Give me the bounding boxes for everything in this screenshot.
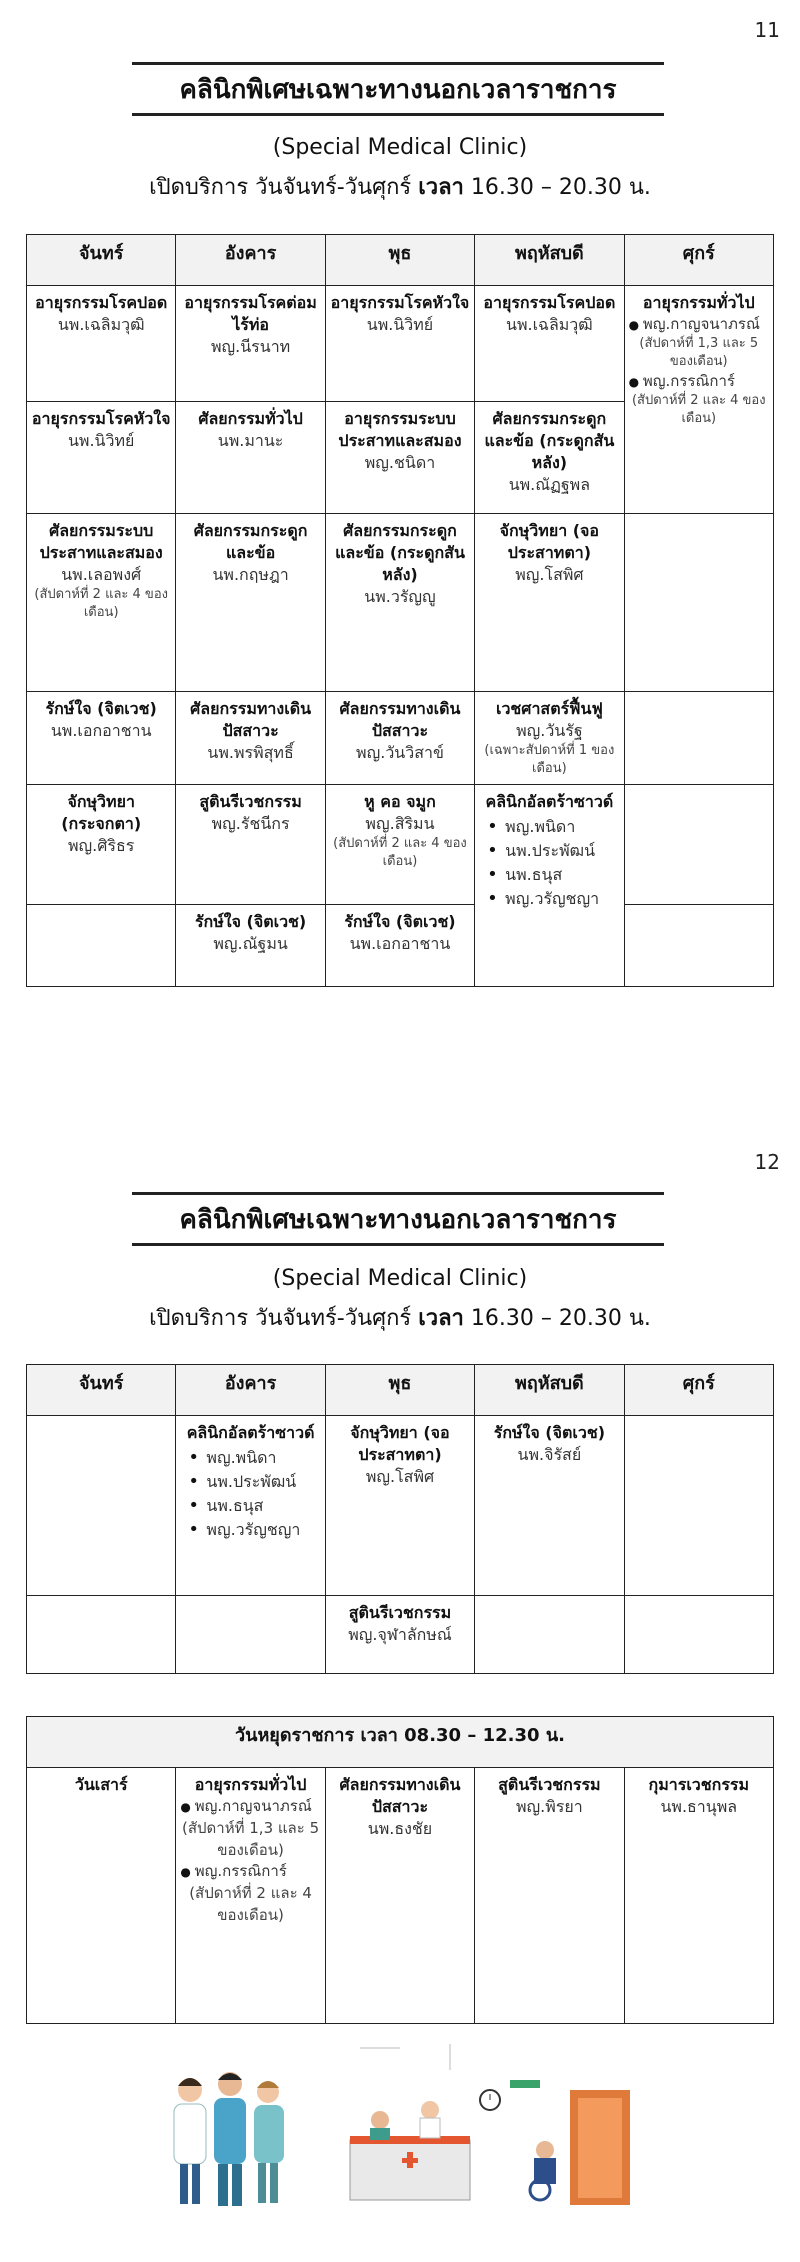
schedule-note: (สัปดาห์ที่ 2 และ 4 ของเดือน)	[189, 1884, 312, 1924]
day-header-row	[27, 235, 774, 286]
clinic-name: หู คอ จมูก	[364, 792, 436, 811]
day-header-row	[27, 1365, 774, 1416]
doctor-name: พญ.โสพิศ	[515, 565, 584, 584]
clinic-cell	[325, 1596, 474, 1674]
service-hours	[0, 1304, 800, 1334]
doctor-name: พญ.นีรนาท	[210, 337, 291, 356]
list-item: • พญ.วรัญชญา	[180, 1518, 320, 1542]
clinic-cell	[27, 402, 176, 514]
page-title: คลินิกพิเศษเฉพาะทางนอกเวลาราชการ	[132, 62, 664, 116]
schedule-note: (เฉพาะสัปดาห์ที่ 1 ของเดือน)	[484, 743, 615, 776]
table-row	[27, 1768, 774, 2024]
empty-cell	[624, 692, 773, 785]
table-row	[27, 692, 774, 785]
clinic-cell	[325, 402, 474, 514]
schedule-table	[26, 234, 774, 987]
schedule-table	[26, 1364, 774, 1674]
clinic-name: อายุรกรรมระบบประสาทและสมอง	[338, 409, 462, 450]
clinic-name: ศัลยกรรมระบบประสาทและสมอง	[39, 521, 163, 562]
clinic-name: ศัลยกรรมทางเดินปัสสาวะ	[339, 1775, 461, 1816]
empty-cell	[27, 905, 176, 987]
doctor-name: นพ.เลอพงศ์	[61, 565, 142, 584]
clinic-cell	[475, 692, 624, 785]
clinic-cell	[27, 692, 176, 785]
table-row	[27, 785, 774, 905]
clinic-cell	[475, 1768, 624, 2024]
holiday-schedule-table	[26, 1716, 774, 2024]
doctor-name: ● พญ.กรรณิการ์	[180, 1861, 320, 1882]
clinic-cell	[624, 286, 773, 514]
clinic-name: ศัลยกรรมกระดูกและข้อ (กระดูกสันหลัง)	[335, 521, 465, 584]
schedule-note: (สัปดาห์ที่ 2 และ 4 ของเดือน)	[34, 587, 168, 620]
hours-label: เวลา	[418, 175, 464, 200]
doctor-name: ● พญ.กาญจนาภรณ์	[629, 314, 769, 335]
hours-label: เวลา	[418, 1306, 464, 1331]
doctor-list	[479, 815, 619, 911]
list-item: • นพ.ธนุส	[180, 1494, 320, 1518]
day-tue: อังคาร	[176, 235, 325, 286]
table-row	[27, 1416, 774, 1596]
clinic-cell	[624, 1768, 773, 2024]
page-number: 12	[754, 1150, 780, 1174]
day-thu: พฤหัสบดี	[475, 1365, 624, 1416]
clinic-cell	[475, 1416, 624, 1596]
list-item: • นพ.ธนุส	[479, 863, 619, 887]
schedule-note: (สัปดาห์ที่ 2 และ 4 ของเดือน)	[631, 393, 766, 426]
holiday-header: วันหยุดราชการ เวลา 08.30 – 12.30 น.	[27, 1717, 774, 1768]
clinic-name: ศัลยกรรมทางเดินปัสสาวะ	[190, 699, 312, 740]
doctor-name: พญ.รัชนีกร	[211, 814, 290, 833]
clinic-cell	[176, 514, 325, 692]
clinic-cell	[325, 1416, 474, 1596]
hours-value: 16.30 – 20.30 น.	[470, 1306, 651, 1331]
hours-prefix: เปิดบริการ วันจันทร์-วันศุกร์	[149, 175, 412, 200]
clinic-cell	[176, 402, 325, 514]
clinic-name: อายุรกรรมทั่วไป	[194, 1775, 307, 1794]
hospital-reception-illustration	[340, 2040, 640, 2210]
clinic-name: คลินิกอัลตร้าซาวด์	[485, 792, 614, 811]
clinic-name: กุมารเวชกรรม	[648, 1775, 750, 1794]
clinic-cell	[475, 514, 624, 692]
empty-cell	[27, 1596, 176, 1674]
day-wed: พุธ	[325, 1365, 474, 1416]
clinic-cell	[27, 286, 176, 402]
clinic-name: อายุรกรรมโรคหัวใจ	[31, 409, 171, 428]
table-row	[27, 286, 774, 402]
clinic-cell	[325, 514, 474, 692]
doctor-name: พญ.พิรยา	[515, 1797, 583, 1816]
clinic-cell	[176, 1768, 325, 2024]
doctor-name: นพ.เอกอาชาน	[349, 934, 451, 953]
table-row	[27, 514, 774, 692]
doctor-name: ● พญ.กรรณิการ์	[629, 371, 769, 392]
doctor-name: พญ.วันวิสาข์	[356, 743, 444, 762]
clinic-name: คลินิกอัลตร้าซาวด์	[186, 1423, 315, 1442]
doctor-list	[180, 1446, 320, 1542]
doctor-name: นพ.พรพิสุทธิ์	[207, 743, 294, 762]
empty-cell	[624, 785, 773, 905]
clinic-name: อายุรกรรมโรคต่อมไร้ท่อ	[184, 293, 317, 334]
list-item: • นพ.ประพัฒน์	[479, 839, 619, 863]
empty-cell	[624, 1416, 773, 1596]
clinic-name: จักษุวิทยา (จอประสาทตา)	[499, 521, 600, 562]
clinic-cell	[176, 286, 325, 402]
schedule-note: (สัปดาห์ที่ 2 และ 4 ของเดือน)	[333, 836, 467, 869]
clinic-cell	[475, 286, 624, 402]
doctor-name: นพ.ณัฏฐพล	[508, 475, 591, 494]
empty-cell	[475, 1596, 624, 1674]
doctor-name: พญ.ศิริธร	[68, 836, 135, 855]
doctor-name: พญ.จุฬาลักษณ์	[348, 1625, 452, 1644]
hours-prefix: เปิดบริการ วันจันทร์-วันศุกร์	[149, 1306, 412, 1331]
day-label: วันเสาร์	[74, 1775, 128, 1794]
clinic-cell	[475, 785, 624, 987]
doctor-name: พญ.โสพิศ	[365, 1467, 435, 1486]
page-number: 11	[754, 18, 780, 42]
schedule-note: (สัปดาห์ที่ 1,3 และ 5 ของเดือน)	[639, 336, 759, 369]
clinic-name: สูตินรีเวชกรรม	[348, 1603, 452, 1622]
clinic-cell	[176, 905, 325, 987]
clinic-name: สูตินรีเวชกรรม	[498, 1775, 601, 1794]
clinic-name: รักษ์ใจ (จิตเวช)	[45, 699, 157, 718]
clinic-cell	[325, 785, 474, 905]
clinic-name: ศัลยกรรมทางเดินปัสสาวะ	[339, 699, 461, 740]
list-item: • พญ.พนิดา	[180, 1446, 320, 1470]
doctor-name: นพ.นิวิทย์	[67, 431, 135, 450]
table-row	[27, 905, 774, 987]
clinic-name: อายุรกรรมโรคปอด	[35, 293, 168, 312]
empty-cell	[624, 905, 773, 987]
doctor-name: นพ.นิวิทย์	[366, 315, 434, 334]
clinic-cell	[325, 1768, 474, 2024]
saturday-label	[27, 1768, 176, 2024]
doctor-name: นพ.เอกอาชาน	[50, 721, 152, 740]
clinic-name: ศัลยกรรมกระดูกและข้อ	[193, 521, 308, 562]
doctor-name: พญ.ชนิดา	[364, 453, 436, 472]
clinic-name: อายุรกรรมโรคปอด	[483, 293, 616, 312]
doctor-name: นพ.มานะ	[217, 431, 284, 450]
table-row	[27, 1596, 774, 1674]
page-subtitle: (Special Medical Clinic)	[272, 1266, 528, 1291]
list-item: • นพ.ประพัฒน์	[180, 1470, 320, 1494]
clinic-name: จักษุวิทยา (จอประสาทตา)	[350, 1423, 450, 1464]
clinic-name: ศัลยกรรมทั่วไป	[198, 409, 303, 428]
list-item: • พญ.พนิดา	[479, 815, 619, 839]
clinic-cell	[176, 692, 325, 785]
doctor-name: นพ.ธานุพล	[660, 1797, 738, 1816]
doctor-name: นพ.วรัญญู	[364, 587, 436, 606]
doctor-name: นพ.กฤษฎา	[212, 565, 289, 584]
clinic-name: รักษ์ใจ (จิตเวช)	[194, 912, 307, 931]
clinic-name: อายุรกรรมทั่วไป	[642, 293, 755, 312]
clinic-cell	[176, 1416, 325, 1596]
clinic-cell	[27, 785, 176, 905]
day-fri: ศุกร์	[624, 1365, 773, 1416]
doctor-name: นพ.เฉลิมวุฒิ	[57, 315, 145, 334]
day-fri: ศุกร์	[624, 235, 773, 286]
day-mon: จันทร์	[27, 235, 176, 286]
page-subtitle: (Special Medical Clinic)	[272, 135, 528, 160]
schedule-note: (สัปดาห์ที่ 1,3 และ 5 ของเดือน)	[182, 1819, 320, 1859]
clinic-cell	[325, 286, 474, 402]
clinic-cell	[176, 785, 325, 905]
medical-team-illustration	[160, 2060, 300, 2210]
clinic-name: รักษ์ใจ (จิตเวช)	[344, 912, 456, 931]
clinic-cell	[27, 514, 176, 692]
doctor-name: พญ.สิริมน	[365, 814, 435, 833]
doctor-name: นพ.เฉลิมวุฒิ	[506, 315, 593, 334]
page-title: คลินิกพิเศษเฉพาะทางนอกเวลาราชการ	[132, 1192, 664, 1246]
clinic-name: รักษ์ใจ (จิตเวช)	[493, 1423, 606, 1442]
clinic-cell	[325, 905, 474, 987]
doctor-name: นพ.ธงชัย	[367, 1819, 433, 1838]
empty-cell	[624, 1596, 773, 1674]
day-mon: จันทร์	[27, 1365, 176, 1416]
hours-value: 16.30 – 20.30 น.	[470, 175, 651, 200]
empty-cell	[27, 1416, 176, 1596]
empty-cell	[176, 1596, 325, 1674]
doctor-name: พญ.วันรัฐ	[516, 721, 583, 740]
clinic-name: เวชศาสตร์ฟื้นฟู	[495, 699, 603, 718]
doctor-name: ● พญ.กาญจนาภรณ์	[180, 1796, 320, 1817]
clinic-name: จักษุวิทยา (กระจกตา)	[61, 792, 142, 833]
empty-cell	[624, 514, 773, 692]
clinic-name: อายุรกรรมโรคหัวใจ	[330, 293, 470, 312]
doctor-name: นพ.จิรัสย์	[517, 1445, 582, 1464]
list-item: • พญ.วรัญชญา	[479, 887, 619, 911]
clinic-name: สูตินรีเวชกรรม	[199, 792, 302, 811]
day-tue: อังคาร	[176, 1365, 325, 1416]
clinic-name: ศัลยกรรมกระดูกและข้อ (กระดูกสันหลัง)	[484, 409, 615, 472]
clinic-cell	[325, 692, 474, 785]
clinic-cell	[475, 402, 624, 514]
day-thu: พฤหัสบดี	[475, 235, 624, 286]
doctor-name: พญ.ณัฐมน	[213, 934, 288, 953]
service-hours	[0, 173, 800, 203]
day-wed: พุธ	[325, 235, 474, 286]
